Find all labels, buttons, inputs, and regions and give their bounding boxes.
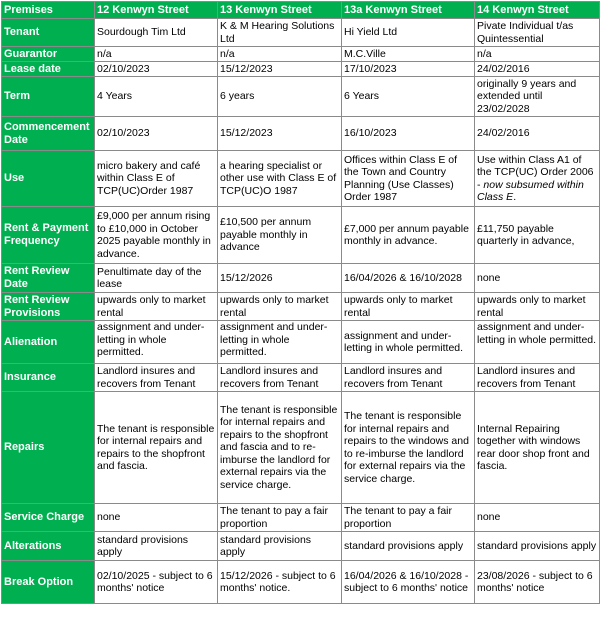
commencement-13: 15/12/2023 (218, 117, 342, 151)
insurance-14: Landlord insures and recovers from Tenant (475, 364, 600, 392)
header-premises: Premises (2, 2, 95, 19)
row-guarantor (2, 47, 600, 62)
alienation-12: assignment and under-letting in whole permitted. (95, 321, 218, 364)
service-charge-13a: The tenant to pay a fair proportion (342, 504, 475, 532)
row-alienation (2, 321, 600, 364)
lease-date-13a: 17/10/2023 (342, 62, 475, 77)
row-service-charge (2, 504, 600, 532)
row-break-option (2, 561, 600, 604)
label-guarantor: Guarantor (2, 47, 95, 62)
row-term (2, 77, 600, 117)
label-rent-review-date: Rent Review Date (2, 264, 95, 293)
break-option-14: 23/08/2026 - subject to 6 months' notice (475, 561, 600, 604)
commencement-13a: 16/10/2023 (342, 117, 475, 151)
repairs-13: The tenant is responsible for internal repairs and repairs to the shopfront and fascia and to re-imburse the landlord for external repairs via the service charge. (218, 392, 342, 504)
guarantor-14: n/a (475, 47, 600, 62)
repairs-13a: The tenant is responsible for internal repairs and repairs to the windows and to re-imburse the landlord for external repairs via the service charge. (342, 392, 475, 504)
term-14: originally 9 years and extended until 23/02/2028 (475, 77, 600, 117)
alterations-13: standard provisions apply (218, 532, 342, 561)
label-commencement-date: Commencement Date (2, 117, 95, 151)
use-14-italic: now subsumed within Class E (477, 178, 584, 203)
rent-review-date-12: Penultimate day of the lease (95, 264, 218, 293)
insurance-13a: Landlord insures and recovers from Tenant (342, 364, 475, 392)
label-break-option: Break Option (2, 561, 95, 604)
use-12: micro bakery and café within Class E of TCP(UC)Order 1987 (95, 151, 218, 207)
guarantor-13a: M.C.Ville (342, 47, 475, 62)
label-repairs: Repairs (2, 392, 95, 504)
alterations-13a: standard provisions apply (342, 532, 475, 561)
lease-date-13: 15/12/2023 (218, 62, 342, 77)
row-use (2, 151, 600, 207)
commencement-12: 02/10/2023 (95, 117, 218, 151)
use-13: a hearing specialist or other use with Class E of TCP(UC)O 1987 (218, 151, 342, 207)
label-rent-payment-frequency: Rent & Payment Frequency (2, 207, 95, 264)
term-13a: 6 Years (342, 77, 475, 117)
commencement-14: 24/02/2016 (475, 117, 600, 151)
label-lease-date: Lease date (2, 62, 95, 77)
row-insurance (2, 364, 600, 392)
row-rent-review-date (2, 264, 600, 293)
guarantor-12: n/a (95, 47, 218, 62)
repairs-12: The tenant is responsible for internal repairs and repairs to the shopfront and fascia. (95, 392, 218, 504)
alienation-13: assignment and under-letting in whole permitted. (218, 321, 342, 364)
alterations-12: standard provisions apply (95, 532, 218, 561)
label-rent-review-provisions: Rent Review Provisions (2, 293, 95, 321)
guarantor-13: n/a (218, 47, 342, 62)
label-insurance: Insurance (2, 364, 95, 392)
label-service-charge: Service Charge (2, 504, 95, 532)
alterations-14: standard provisions apply (475, 532, 600, 561)
tenant-13: K & M Hearing Solutions Ltd (218, 19, 342, 47)
rent-review-provisions-13a: upwards only to market rental (342, 293, 475, 321)
lease-date-14: 24/02/2016 (475, 62, 600, 77)
term-13: 6 years (218, 77, 342, 117)
row-repairs (2, 392, 600, 504)
break-option-13: 15/12/2026 - subject to 6 months' notice. (218, 561, 342, 604)
service-charge-13: The tenant to pay a fair proportion (218, 504, 342, 532)
header-row (2, 2, 600, 19)
rent-review-date-13: 15/12/2026 (218, 264, 342, 293)
break-option-12: 02/10/2025 - subject to 6 months' notice (95, 561, 218, 604)
rent-review-provisions-14: upwards only to market rental (475, 293, 600, 321)
insurance-13: Landlord insures and recovers from Tenant (218, 364, 342, 392)
lease-date-12: 02/10/2023 (95, 62, 218, 77)
rent-review-date-13a: 16/04/2026 & 16/10/2028 (342, 264, 475, 293)
use-14-separator: - (477, 178, 484, 191)
header-12-kenwyn-street: 12 Kenwyn Street (95, 2, 218, 19)
use-14-end: . (513, 191, 517, 203)
rent-12: £9,000 per annum rising to £10,000 in October 2025 payable monthly in advance. (95, 207, 218, 264)
rent-review-provisions-12: upwards only to market rental (95, 293, 218, 321)
tenant-12: Sourdough Tim Ltd (95, 19, 218, 47)
term-12: 4 Years (95, 77, 218, 117)
tenant-14: Pivate Individual t/as Quintessential (475, 19, 600, 47)
lease-schedule-table (1, 1, 600, 604)
row-lease-date (2, 62, 600, 77)
header-13a-kenwyn-street: 13a Kenwyn Street (342, 2, 475, 19)
rent-14: £11,750 payable quarterly in advance, (475, 207, 600, 264)
rent-13: £10,500 per annum payable monthly in advance (218, 207, 342, 264)
label-tenant: Tenant (2, 19, 95, 47)
label-term: Term (2, 77, 95, 117)
service-charge-14: none (475, 504, 600, 532)
use-14-main: Use within Class A1 of the TCP(UC) Order 2006 (477, 153, 594, 178)
header-13-kenwyn-street: 13 Kenwyn Street (218, 2, 342, 19)
rent-review-date-14: none (475, 264, 600, 293)
row-commencement-date (2, 117, 600, 151)
use-13a: Offices within Class E of the Town and Country Planning (Use Classes) Order 1987 (342, 151, 475, 207)
service-charge-12: none (95, 504, 218, 532)
insurance-12: Landlord insures and recovers from Tenant (95, 364, 218, 392)
label-alterations: Alterations (2, 532, 95, 561)
row-rent-review-provisions (2, 293, 600, 321)
header-14-kenwyn-street: 14 Kenwyn Street (475, 2, 600, 19)
repairs-14: Internal Repairing together with windows rear door shop front and fascia. (475, 392, 600, 504)
row-alterations (2, 532, 600, 561)
label-use: Use (2, 151, 95, 207)
rent-13a: £7,000 per annum payable monthly in advance. (342, 207, 475, 264)
tenant-13a: Hi Yield Ltd (342, 19, 475, 47)
label-alienation: Alienation (2, 321, 95, 364)
row-rent-payment-frequency (2, 207, 600, 264)
rent-review-provisions-13: upwards only to market rental (218, 293, 342, 321)
row-tenant (2, 19, 600, 47)
alienation-13a: assignment and under-letting in whole permitted. (342, 321, 475, 364)
alienation-14: assignment and under-letting in whole permitted. (475, 321, 600, 364)
use-14 (475, 151, 600, 207)
break-option-13a: 16/04/2026 & 16/10/2028 - subject to 6 months' notice (342, 561, 475, 604)
